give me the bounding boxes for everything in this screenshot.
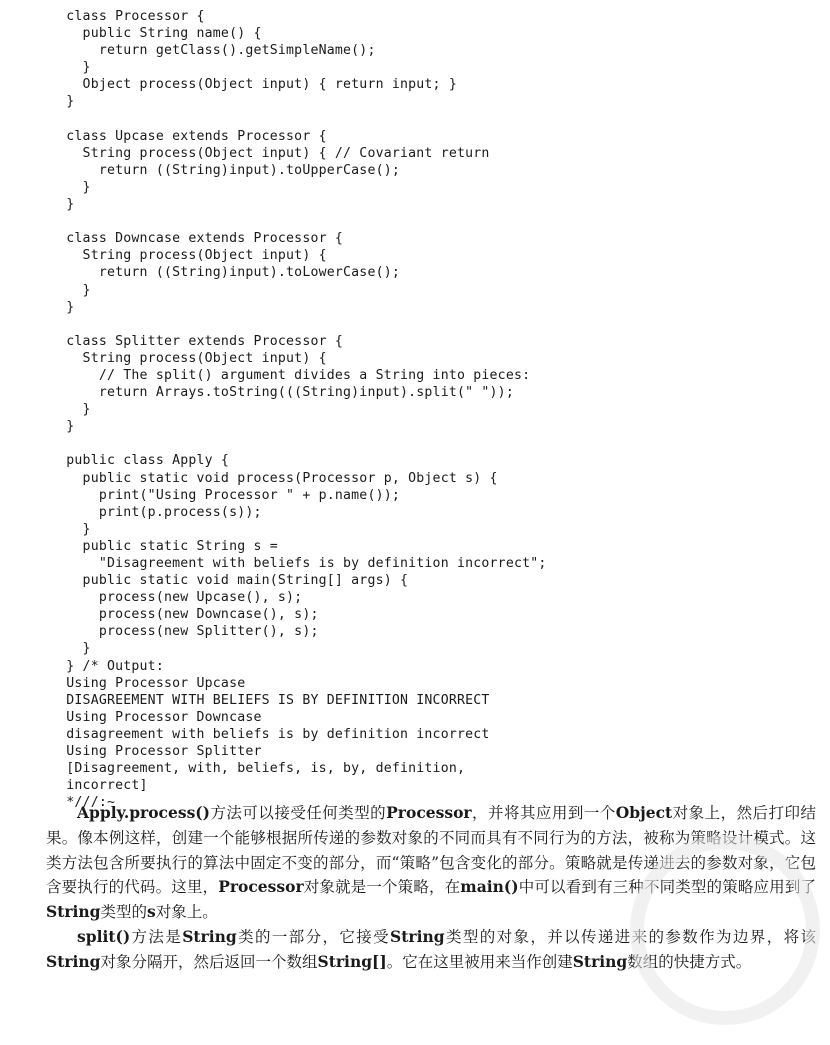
code-line: return getClass().getSimpleName(); xyxy=(50,43,376,59)
code-line: return Arrays.toString(((String)input).split(" ")); xyxy=(50,385,514,401)
code-line: process(new Downcase(), s); xyxy=(50,607,319,623)
code-term: String[] xyxy=(317,951,387,971)
code-term: String xyxy=(390,926,445,946)
code-line: public class Apply { xyxy=(50,453,230,469)
code-line xyxy=(50,316,810,333)
code-line: } xyxy=(50,641,91,657)
code-line: class Splitter extends Processor { xyxy=(50,333,344,349)
text-run: 数组的快捷方式。 xyxy=(627,952,752,971)
code-term: Object xyxy=(615,803,673,822)
text-run: 类型的对象，并以传递进来的参数作为边界，将该 xyxy=(444,927,816,946)
code-line: *///:~ xyxy=(50,795,116,811)
code-line: DISAGREEMENT WITH BELIEFS IS BY DEFINITION INCORRECT xyxy=(50,692,490,708)
code-line: } xyxy=(50,521,91,537)
text-run: 类型的 xyxy=(100,903,148,922)
code-term: String xyxy=(46,951,101,971)
code-line: class Downcase extends Processor { xyxy=(50,231,344,247)
code-line: Using Processor Splitter xyxy=(50,744,262,760)
code-line xyxy=(50,111,810,128)
code-line: } /* Output: xyxy=(50,658,164,674)
code-line: } xyxy=(50,197,75,213)
code-line: String process(Object input) { xyxy=(50,350,327,366)
code-line: process(new Upcase(), s); xyxy=(50,590,303,606)
code-line: } xyxy=(50,282,91,298)
text-run: 对象分隔开，然后返回一个数组 xyxy=(100,952,318,971)
code-listing xyxy=(50,8,810,811)
code-line: } xyxy=(50,299,75,315)
code-line: class Processor { xyxy=(50,9,205,24)
text-run: ，并将其应用到一个 xyxy=(471,804,616,822)
code-line: public static void main(String[] args) { xyxy=(50,573,409,589)
code-term: String xyxy=(182,926,237,946)
code-term: Processor xyxy=(218,877,304,897)
code-line: "Disagreement with beliefs is by definition incorrect"; xyxy=(50,556,547,571)
code-line: print("Using Processor " + p.name()); xyxy=(50,487,401,503)
code-line: String process(Object input) { xyxy=(50,248,327,264)
code-line: } xyxy=(50,94,75,110)
code-line: String process(Object input) { // Covariant return xyxy=(50,145,490,161)
code-line: public static void process(Processor p, Object s) { xyxy=(50,470,498,486)
code-line: [Disagreement, with, beliefs, is, by, definition, xyxy=(50,761,466,777)
text-run: 对象就是一个策略，在 xyxy=(303,878,461,897)
code-line: incorrect] xyxy=(50,778,148,794)
code-term: Processor xyxy=(386,803,472,822)
code-line: public static String s = xyxy=(50,538,278,554)
code-line: } xyxy=(50,60,91,76)
code-term: String xyxy=(572,951,628,971)
code-term: String xyxy=(46,902,101,922)
code-term: s xyxy=(147,902,156,922)
text-run: 对象上，然后打印结果。像本例这样，创建一个能够根据所传递的参数对象的不同而具有不同行为的方法，被称为策略设计模式。这类方法包含所要执行的算法中固定不变的部分，而“策略”包含变化的部分。策略就是传递进去的参数对象，它包含要执行的代码。这里， xyxy=(46,804,816,897)
code-line: Object process(Object input) { return input; } xyxy=(50,77,457,93)
code-line: // The split() argument divides a String into pieces: xyxy=(50,367,531,383)
code-line: disagreement with beliefs is by definition incorrect xyxy=(50,726,490,742)
text-run: 中可以看到有三种不同类型的策略应用到了 xyxy=(518,878,816,897)
text-run: 类的一部分，它接受 xyxy=(236,927,391,946)
code-line: } xyxy=(50,402,91,418)
text-run: 方法是 xyxy=(130,927,183,946)
text-run: 对象上。 xyxy=(155,903,218,922)
code-line: print(p.process(s)); xyxy=(50,504,262,520)
scan-watermark xyxy=(630,835,820,1025)
code-line: process(new Splitter(), s); xyxy=(50,624,319,640)
text-run: 。它在这里被用来当作创建 xyxy=(386,952,573,971)
code-line xyxy=(50,435,810,452)
code-term: split() xyxy=(77,926,131,946)
code-line: return ((String)input).toLowerCase(); xyxy=(50,265,401,281)
code-line: Using Processor Downcase xyxy=(50,709,262,725)
code-line: class Upcase extends Processor { xyxy=(50,128,327,144)
code-line: public String name() { xyxy=(50,26,262,42)
code-line: } xyxy=(50,419,75,435)
code-line: } xyxy=(50,179,91,195)
code-line xyxy=(50,213,810,230)
code-term: main() xyxy=(460,877,519,897)
code-line: return ((String)input).toUpperCase(); xyxy=(50,162,401,178)
text-run: 方法可以接受任何类型的 xyxy=(209,804,387,822)
code-line: Using Processor Upcase xyxy=(50,675,246,691)
code-term: Apply.process() xyxy=(77,803,210,822)
